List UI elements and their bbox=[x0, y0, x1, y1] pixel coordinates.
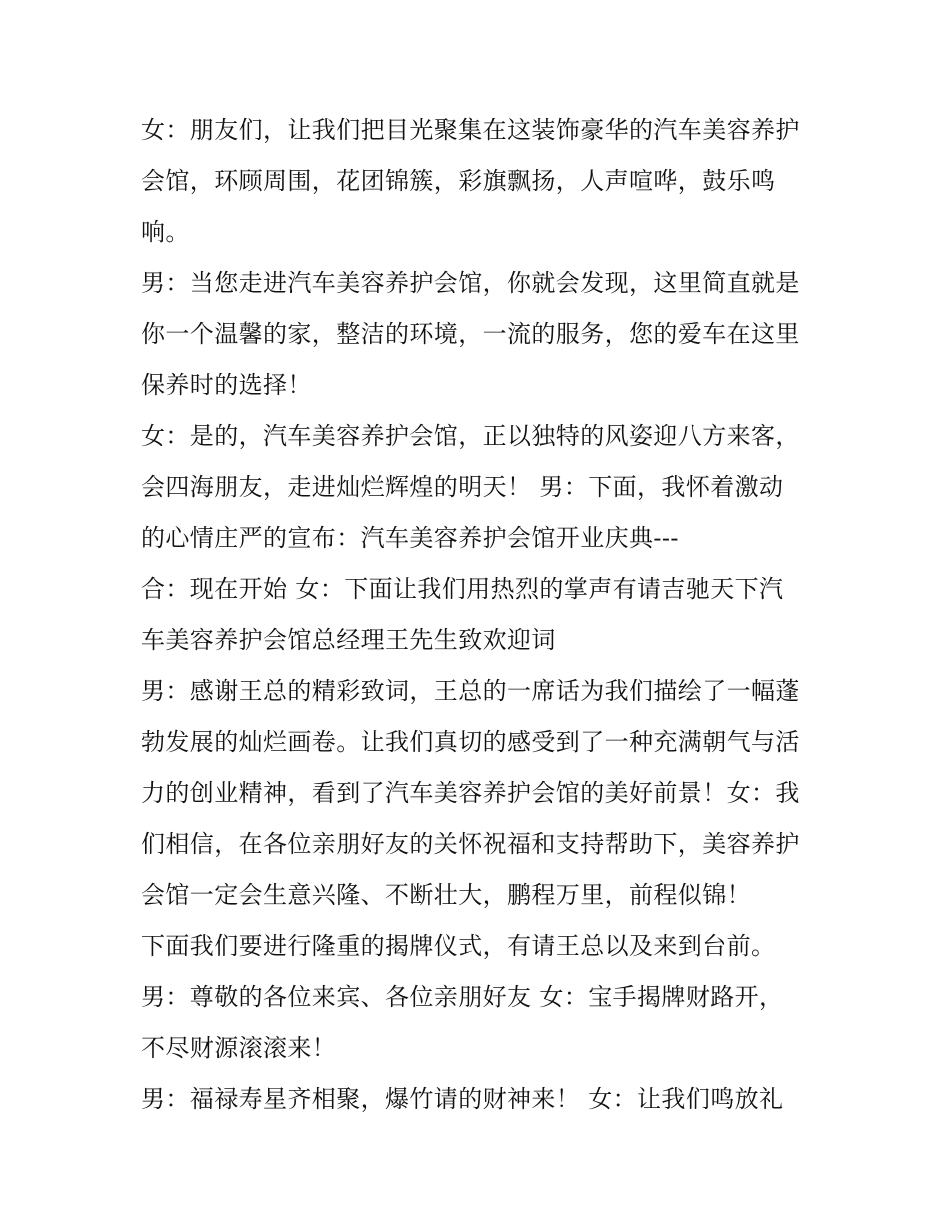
text-line: 你一个温馨的家，整洁的环境，一流的服务，您的爱车在这里 bbox=[141, 320, 800, 348]
text-line: 们相信，在各位亲朋好友的关怀祝福和支持帮助下，美容养护 bbox=[141, 830, 800, 858]
text-line: 男：感谢王总的精彩致词，王总的一席话为我们描绘了一幅蓬 bbox=[141, 677, 800, 705]
text-line: 男：福禄寿星齐相聚，爆竹请的财神来！ 女：让我们鸣放礼 bbox=[141, 1085, 784, 1113]
text-line: 会馆，环顾周围，花团锦簇，彩旗飘扬，人声喧哗，鼓乐鸣 bbox=[141, 167, 776, 195]
text-line: 的心情庄严的宣布：汽车美容养护会馆开业庆典--- bbox=[141, 524, 679, 552]
text-line: 力的创业精神，看到了汽车美容养护会馆的美好前景！女：我 bbox=[141, 779, 800, 807]
text-line: 车美容养护会馆总经理王先生致欢迎词 bbox=[141, 626, 556, 654]
text-line: 男：当您走进汽车美容养护会馆，你就会发现，这里简直就是 bbox=[141, 269, 800, 297]
text-line: 女：朋友们，让我们把目光聚集在这装饰豪华的汽车美容养护 bbox=[141, 116, 800, 144]
text-line: 男：尊敬的各位来宾、各位亲朋好友 女：宝手揭牌财路开， bbox=[141, 983, 784, 1011]
text-line: 会四海朋友，走进灿烂辉煌的明天！ 男：下面，我怀着激动 bbox=[141, 473, 784, 501]
text-line: 下面我们要进行隆重的揭牌仪式，有请王总以及来到台前。 bbox=[141, 932, 776, 960]
document-body bbox=[141, 105, 831, 1125]
text-line: 会馆一定会生意兴隆、不断壮大，鹏程万里，前程似锦！ bbox=[141, 881, 751, 909]
text-line: 女：是的，汽车美容养护会馆，正以独特的风姿迎八方来客， bbox=[141, 422, 800, 450]
text-line: 勃发展的灿烂画卷。让我们真切的感受到了一种充满朝气与活 bbox=[141, 728, 800, 756]
text-line: 合：现在开始 女：下面让我们用热烈的掌声有请吉驰天下汽 bbox=[141, 575, 784, 603]
text-line: 不尽财源滚滚来！ bbox=[141, 1034, 337, 1062]
text-line: 响。 bbox=[141, 218, 190, 246]
text-line: 保养时的选择！ bbox=[141, 371, 312, 399]
